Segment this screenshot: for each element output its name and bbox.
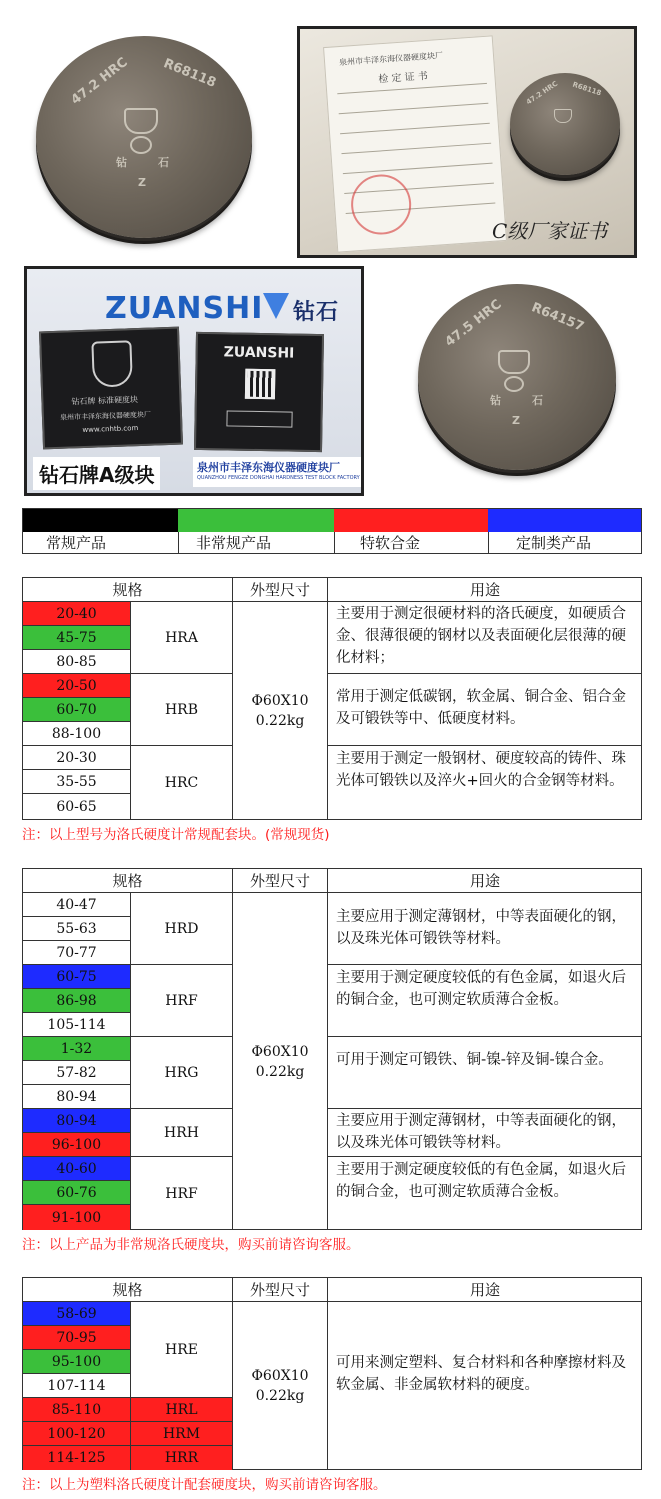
range-cell: 60-76	[23, 1181, 131, 1205]
range-cell: 45-75	[23, 626, 131, 650]
certificate-disc-serial: R68118	[571, 80, 603, 98]
range-cell: 80-94	[23, 1109, 131, 1133]
range-cell: 20-30	[23, 746, 131, 770]
use-text: 可用来测定塑料、复合材料和各种摩擦材料及软金属、非金属软材料的硬度。	[336, 1355, 626, 1393]
qr-code-icon	[245, 369, 276, 400]
scale-cell: HRF	[131, 965, 233, 1037]
legend-regular: 常规产品	[46, 534, 107, 552]
disc-2-mark-right: 石	[532, 394, 543, 407]
range-cell: 86-98	[23, 989, 131, 1013]
range-cell: 35-55	[23, 770, 131, 794]
table-3-note: 注：以上为塑料洛氏硬度计配套硬度块，购买前请咨询客服。	[22, 1477, 387, 1493]
range-cell: 58-69	[23, 1302, 131, 1326]
scale-cell: HRF	[131, 1157, 233, 1230]
box-2-brand: ZUANSHI	[223, 344, 295, 362]
range-cell: 55-63	[23, 917, 131, 941]
size-cell	[233, 1302, 328, 1470]
header-size: 外型尺寸	[233, 578, 328, 602]
range-cell: 88-100	[23, 722, 131, 746]
scale-cell: HRE	[131, 1302, 233, 1398]
disc-1-mark-right: 石	[158, 156, 169, 169]
range-cell: 40-60	[23, 1157, 131, 1181]
table-1	[22, 577, 642, 820]
diamond-logo-icon	[554, 109, 572, 123]
size-weight: 0.22kg	[255, 713, 305, 729]
scale-cell: HRM	[131, 1422, 233, 1446]
legend-custom: 定制类产品	[516, 534, 592, 552]
size-dimension: Φ60X10	[251, 1368, 309, 1384]
use-text: 主要用于测定一般钢材、硬度较高的铸件、珠光体可锻铁以及淬火+回火的合金钢等材料。	[336, 751, 626, 789]
hb-diamond-box-icon	[91, 340, 133, 387]
diamond-logo-icon	[498, 350, 530, 374]
size-dimension: Φ60X10	[251, 693, 309, 709]
certificate-photo	[297, 26, 637, 258]
use-text: 主要应用于测定薄钢材，中等表面硬化的钢，以及珠光体可锻铁等材料。	[336, 909, 626, 947]
disc-2-hardness: 47.5 HRC	[442, 296, 505, 351]
range-cell: 107-114	[23, 1374, 131, 1398]
header-spec: 规格	[23, 1278, 233, 1302]
hb-logo-icon	[130, 136, 152, 154]
table-3	[22, 1277, 642, 1470]
legend-soft-alloy: 特软合金	[360, 534, 421, 552]
size-weight: 0.22kg	[255, 1063, 305, 1080]
use-text: 主要用于测定硬度较低的有色金属，如退火后的铜合金，也可测定软质薄合金板。	[336, 970, 626, 1008]
scale-cell: HRA	[131, 602, 233, 674]
size-cell	[233, 602, 328, 820]
range-cell: 100-120	[23, 1422, 131, 1446]
header-use: 用途	[328, 578, 642, 602]
range-cell: 70-95	[23, 1326, 131, 1350]
disc-2-mark-bottom: Z	[512, 414, 520, 427]
range-cell: 60-75	[23, 965, 131, 989]
range-cell: 60-65	[23, 794, 131, 820]
certificate-paper	[323, 35, 507, 252]
box-black-2	[194, 332, 324, 452]
use-text: 常用于测定低碳钢，软金属、铜合金、铝合金及可锻铁等中、低硬度材料。	[336, 689, 626, 727]
size-dimension: Φ60X10	[251, 1043, 309, 1060]
hardness-block-disc-1	[36, 36, 252, 238]
certificate-disc-hardness: 47.2 HRC	[524, 79, 560, 107]
header-use: 用途	[328, 869, 642, 893]
zuanshi-banner-cn: 钻石	[293, 300, 340, 325]
use-text: 主要应用于测定薄钢材，中等表面硬化的钢，以及珠光体可锻铁等材料。	[336, 1113, 626, 1151]
use-text: 可用于测定可锻铁、铜-镍-锌及铜-镍合金。	[336, 1052, 613, 1068]
header-spec: 规格	[23, 578, 233, 602]
footer-en: QUANZHOU FENGZE DONGHAI HARDNESS TEST BLOCK FACTORY	[197, 475, 360, 481]
legend-nonregular: 非常规产品	[196, 534, 272, 552]
scale-cell: HRH	[131, 1109, 233, 1157]
disc-1-hardness: 47.2 HRC	[68, 54, 131, 109]
header-size: 外型尺寸	[233, 1278, 328, 1302]
packaging-photo	[24, 266, 364, 496]
header-use: 用途	[328, 1278, 642, 1302]
scale-cell: HRR	[131, 1446, 233, 1470]
range-cell: 80-94	[23, 1085, 131, 1109]
certificate-title: 泉州市丰泽东海仪器硬度块厂	[338, 50, 444, 68]
range-cell: 40-47	[23, 893, 131, 917]
range-cell: 20-40	[23, 602, 131, 626]
header-spec: 规格	[23, 869, 233, 893]
red-seal-icon	[349, 172, 413, 236]
disc-2-serial: R64157	[529, 300, 587, 335]
box-black-1	[39, 327, 183, 450]
range-cell: 91-100	[23, 1205, 131, 1230]
hardness-block-disc-2	[418, 284, 616, 470]
use-text: 主要用于测定硬度较低的有色金属，如退火后的铜合金，也可测定软质薄合金板。	[336, 1162, 626, 1200]
certificate-subtitle: 检 定 证 书	[378, 70, 429, 86]
scale-cell: HRD	[131, 893, 233, 965]
range-cell: 105-114	[23, 1013, 131, 1037]
footer-strip	[193, 457, 361, 487]
scale-cell: HRC	[131, 746, 233, 820]
range-cell: 1-32	[23, 1037, 131, 1061]
fragile-symbols-icon	[226, 410, 292, 427]
disc-2-mark-left: 钻	[490, 394, 501, 407]
zuanshi-banner: ZUANSHI	[105, 291, 264, 326]
certificate-caption: C级厂家证书	[492, 219, 608, 243]
scale-cell: HRG	[131, 1037, 233, 1109]
disc-1-mark-bottom: Z	[138, 176, 146, 189]
scale-cell: HRL	[131, 1398, 233, 1422]
box-1-url: www.cnhtb.com	[82, 424, 139, 435]
size-cell	[233, 893, 328, 1230]
range-cell: 95-100	[23, 1350, 131, 1374]
table-2-note: 注：以上产品为非常规洛氏硬度块，购买前请咨询客服。	[22, 1237, 360, 1253]
diamond-banner-icon	[263, 293, 289, 319]
disc-1-mark-left: 钻	[116, 156, 127, 169]
diamond-logo-icon	[124, 108, 158, 134]
range-cell: 60-70	[23, 698, 131, 722]
size-weight: 0.22kg	[255, 1388, 305, 1404]
box-1-brand: 钻石牌 标准硬度块	[71, 395, 139, 407]
range-cell: 57-82	[23, 1061, 131, 1085]
header-size: 外型尺寸	[233, 869, 328, 893]
range-cell: 70-77	[23, 941, 131, 965]
box-1-maker: 泉州市丰泽东海仪器硬度块厂	[59, 410, 152, 422]
range-cell: 20-50	[23, 674, 131, 698]
range-cell: 96-100	[23, 1133, 131, 1157]
disc-1-serial: R68118	[161, 56, 219, 91]
table-1-note: 注：以上型号为洛氏硬度计常规配套块。(常规现货)	[22, 827, 330, 843]
range-cell: 85-110	[23, 1398, 131, 1422]
footer-cn: 泉州市丰泽东海仪器硬度块厂	[197, 461, 340, 474]
certificate-disc	[510, 73, 620, 175]
scale-cell: HRB	[131, 674, 233, 746]
range-cell: 80-85	[23, 650, 131, 674]
range-cell: 114-125	[23, 1446, 131, 1470]
a-grade-label: 钻石牌A级块	[33, 457, 160, 490]
hb-logo-icon	[504, 376, 524, 392]
use-text: 主要用于测定很硬材料的洛氏硬度，如硬质合金、很薄很硬的钢材以及表面硬化层很薄的硬化材料；	[336, 606, 626, 666]
table-2	[22, 868, 642, 1230]
